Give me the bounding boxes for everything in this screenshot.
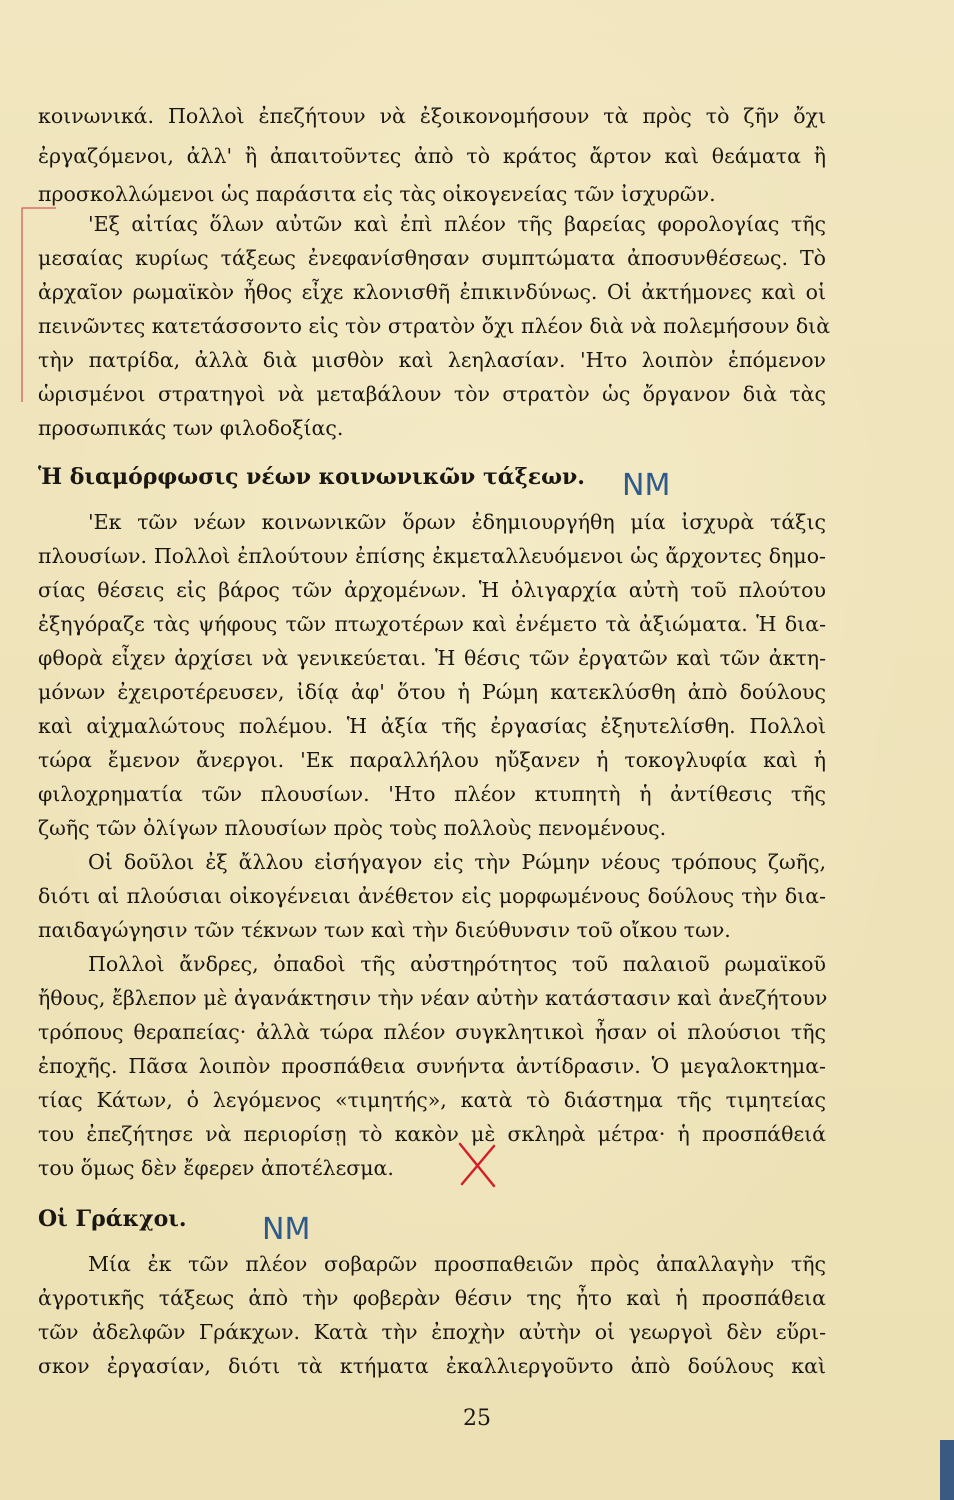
- text-line: φιλοχρηματία τῶν πλουσίων. 'Ητο πλέον κτυπητὴ ἡ ἀντίθεσις τῆς: [38, 782, 826, 806]
- text-line: πεινῶντες κατετάσσοντο εἰς τὸν στρατὸν ὄχι πλέον διὰ νὰ πολεμήσουν διὰ: [38, 314, 831, 338]
- text-line: ἐργαζόμενοι, ἀλλ' ἢ ἀπαιτοῦντες ἀπὸ τὸ κράτος ἄρτον καὶ θεάματα ἢ: [38, 144, 826, 168]
- text-line: μόνων ἐχειροτέρευσεν, ἰδίᾳ ἀφ' ὅτου ἡ Ρώμη κατεκλύσθη ἀπὸ δούλους: [38, 680, 826, 704]
- text-line: ἐποχῆς. Πᾶσα λοιπὸν προσπάθεια συνήντα ἀντίδρασιν. Ὁ μεγαλοκτημα-: [38, 1054, 826, 1078]
- text-line: 'Εξ αἰτίας ὅλων αὐτῶν καὶ ἐπὶ πλέον τῆς βαρείας φορολογίας τῆς: [88, 212, 826, 236]
- text-line: σκον ἐργασίαν, διότι τὰ κτήματα ἐκαλλιεργοῦντο ἀπὸ δούλους καὶ: [38, 1354, 826, 1378]
- text-line: ἐξηγόραζε τὰς ψήφους τῶν πτωχοτέρων καὶ ἐνέμετο τὰ ἀξιώματα. Ἡ δια-: [38, 612, 826, 636]
- text-line: τίας Κάτων, ὁ λεγόμενος «τιμητής», κατὰ τὸ διάστημα τῆς τιμητείας: [38, 1088, 826, 1112]
- text-line: Πολλοὶ ἄνδρες, ὀπαδοὶ τῆς αὐστηρότητος τοῦ παλαιοῦ ρωμαϊκοῦ: [88, 952, 826, 976]
- text-line: του ἐπεζήτησε νὰ περιορίσῃ τὸ κακὸν μὲ σκληρὰ μέτρα· ἡ προσπάθειά: [38, 1122, 826, 1146]
- text-line: τῶν ἀδελφῶν Γράκχων. Κατὰ τὴν ἐποχὴν αὐτὴν οἱ γεωργοὶ δὲν εὕρι-: [38, 1320, 826, 1344]
- text-line: του ὅμως δὲν ἔφερεν ἀποτέλεσμα.: [38, 1156, 394, 1180]
- page-number: 25: [463, 1406, 491, 1431]
- text-line: κοινωνικά. Πολλοὶ ἐπεζήτουν νὰ ἐξοικονομήσουν τὰ πρὸς τὸ ζῆν ὄχι: [38, 104, 826, 128]
- text-line: παιδαγώγησιν τῶν τέκνων των καὶ τὴν διεύθυνσιν τοῦ οἴκου των.: [38, 918, 731, 942]
- margin-bracket: [16, 206, 60, 406]
- text-line: ἀγροτικῆς τάξεως ἀπὸ τὴν φοβερὰν θέσιν της ἦτο καὶ ἡ προσπάθεια: [38, 1286, 826, 1310]
- text-line: διότι αἱ πλούσιαι οἰκογένειαι ἀνέθετον εἰς μορφωμένους δούλους τὴν δια-: [38, 884, 826, 908]
- text-line: ζωῆς τῶν ὀλίγων πλουσίων πρὸς τοὺς πολλοὺς πενομένους.: [38, 816, 667, 840]
- text-line: ἤθους, ἔβλεπον μὲ ἀγανάκτησιν τὴν νέαν αὐτὴν κατάστασιν καὶ ἀνεζήτουν: [38, 986, 828, 1010]
- text-line: πλουσίων. Πολλοὶ ἐπλούτουν ἐπίσης ἐκμεταλλευόμενοι ὡς ἄρχοντες δημο-: [38, 544, 826, 568]
- text-line: Οἱ δοῦλοι ἐξ ἄλλου εἰσήγαγον εἰς τὴν Ρώμην νέους τρόπους ζωῆς,: [88, 850, 826, 874]
- text-line: προσωπικάς των φιλοδοξίας.: [38, 416, 344, 440]
- text-line: τὴν πατρίδα, ἀλλὰ διὰ μισθὸν καὶ λεηλασίαν. 'Ητο λοιπὸν ἑπόμενον: [38, 348, 826, 372]
- handwritten-note: NM: [622, 468, 671, 503]
- text-line: ὡρισμένοι στρατηγοὶ νὰ μεταβάλουν τὸν στρατὸν ὡς ὄργανον διὰ τὰς: [38, 382, 826, 406]
- cross-mark: [452, 1140, 502, 1190]
- section-heading: Ἡ διαμόρφωσις νέων κοινωνικῶν τάξεων.: [38, 464, 585, 490]
- text-line: τρόπους θεραπείας· ἀλλὰ τώρα πλέον συγκλητικοὶ ἦσαν οἱ πλούσιοι τῆς: [38, 1020, 826, 1044]
- section-heading: Οἱ Γράκχοι.: [38, 1206, 187, 1232]
- text-line: καὶ αἰχμαλώτους πολέμου. Ἡ ἀξία τῆς ἐργασίας ἐξηυτελίσθη. Πολλοὶ: [38, 714, 826, 738]
- text-line: ἀρχαῖον ρωμαϊκὸν ἦθος εἶχε κλονισθῆ ἐπικινδύνως. Οἱ ἀκτήμονες καὶ οἱ: [38, 280, 826, 304]
- text-line: 'Εκ τῶν νέων κοινωνικῶν ὅρων ἐδημιουργήθη μία ἰσχυρὰ τάξις: [88, 510, 826, 534]
- text-line: προσκολλώμενοι ὡς παράσιτα εἰς τὰς οἰκογενείας τῶν ἰσχυρῶν.: [38, 182, 716, 206]
- text-line: φθορὰ εἶχεν ἀρχίσει νὰ γενικεύεται. Ἡ θέσις τῶν ἐργατῶν καὶ τῶν ἀκτη-: [38, 646, 826, 670]
- text-line: Μία ἐκ τῶν πλέον σοβαρῶν προσπαθειῶν πρὸς ἀπαλλαγὴν τῆς: [88, 1252, 826, 1276]
- page-edge: [940, 1440, 954, 1500]
- text-line: σίας θέσεις εἰς βάρος τῶν ἀρχομένων. Ἡ ὀλιγαρχία αὐτὴ τοῦ πλούτου: [38, 578, 826, 602]
- text-line: μεσαίας κυρίως τάξεως ἐνεφανίσθησαν συμπτώματα ἀποσυνθέσεως. Τὸ: [38, 246, 826, 270]
- handwritten-note: NM: [262, 1212, 311, 1247]
- text-line: τώρα ἔμενον ἄνεργοι. 'Εκ παραλλήλου ηὔξανεν ἡ τοκογλυφία καὶ ἡ: [38, 748, 826, 772]
